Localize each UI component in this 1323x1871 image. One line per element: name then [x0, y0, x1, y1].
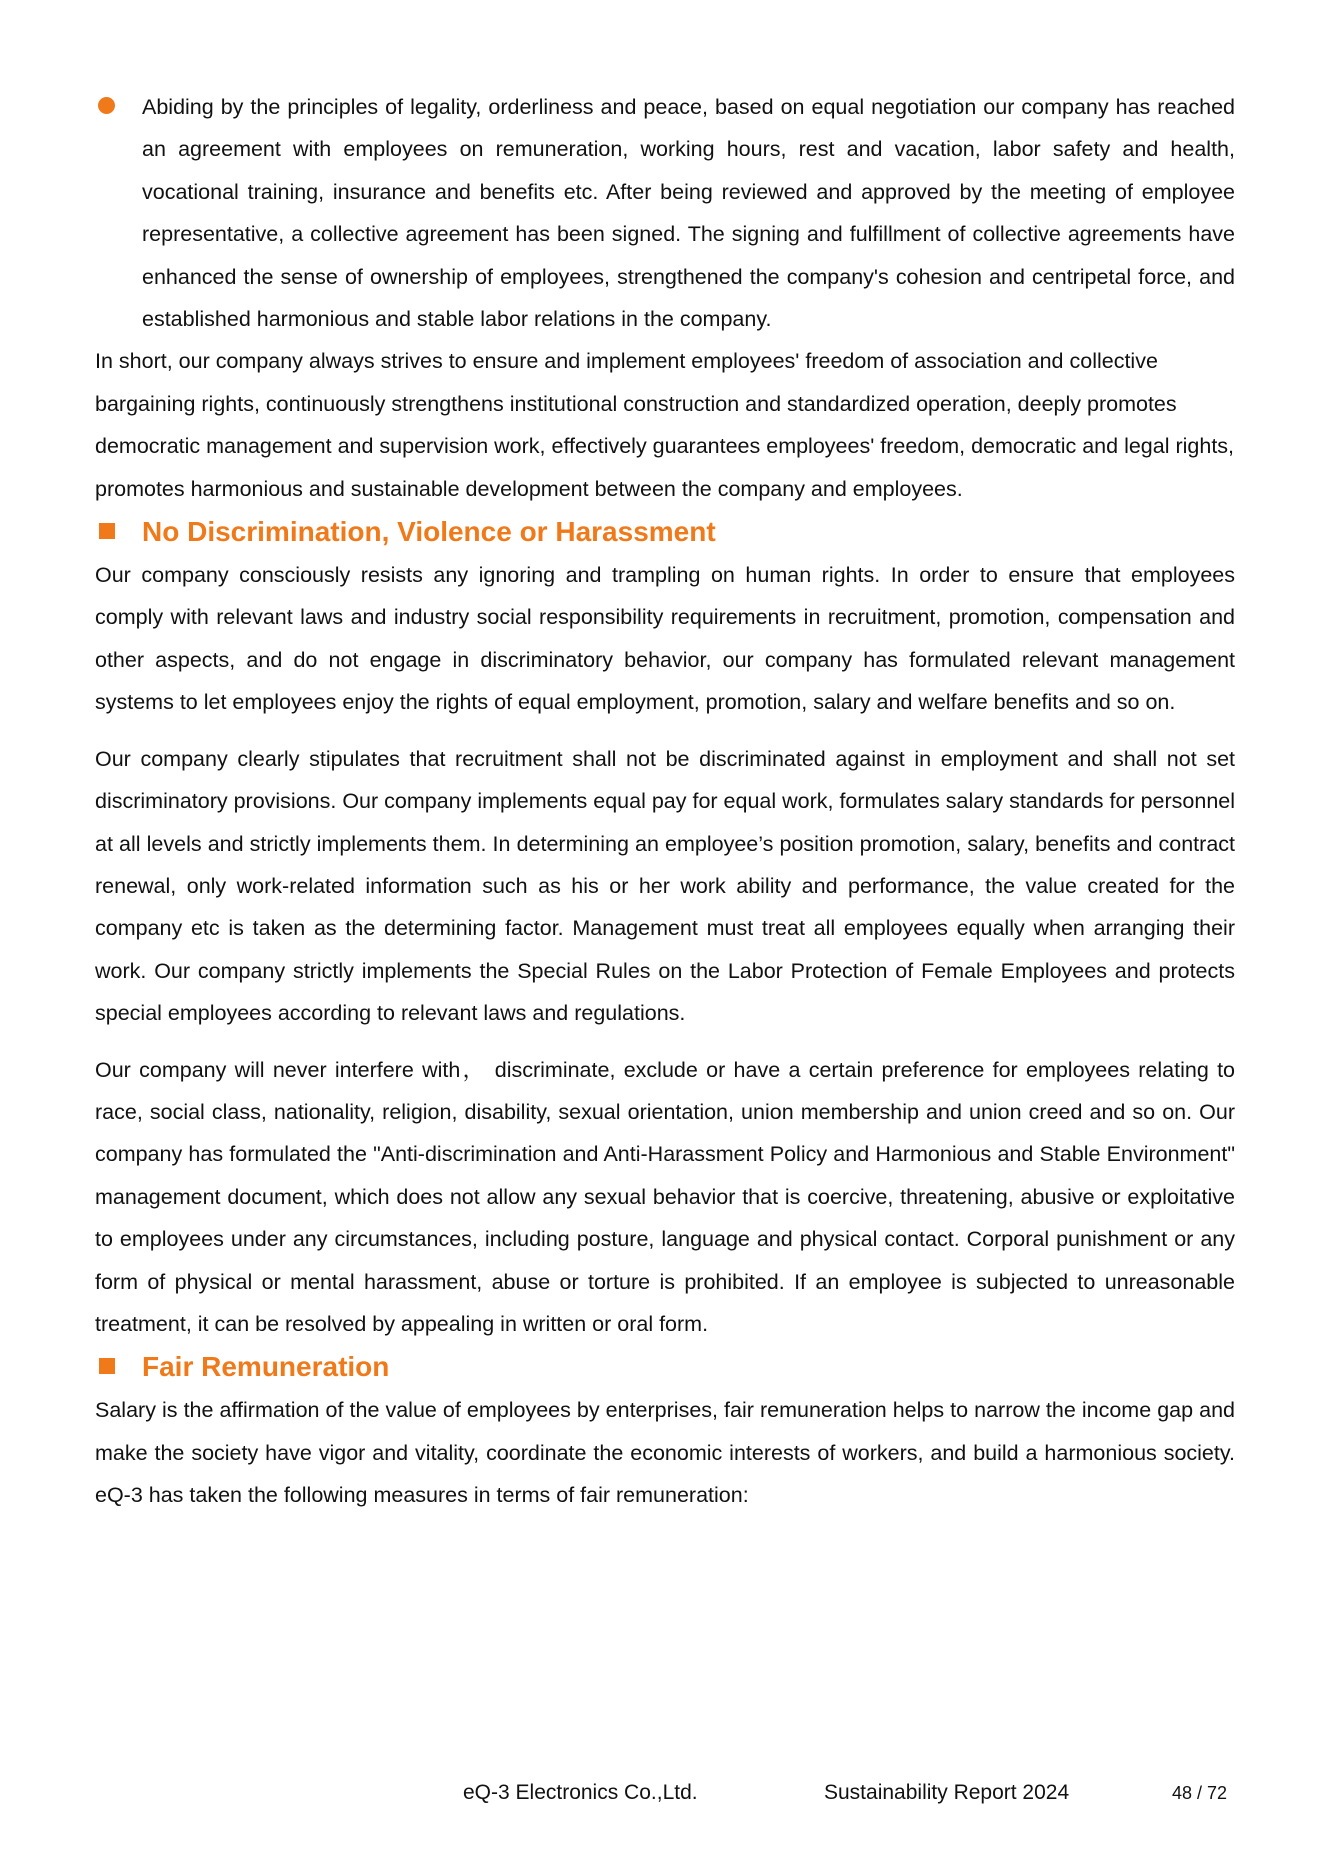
footer-page-number: 48 / 72	[1172, 1783, 1228, 1803]
section-heading-text: No Discrimination, Violence or Harassment	[142, 516, 716, 548]
body-paragraph: Our company clearly stipulates that recruitment shall not be discriminated against in employment and shall not set discriminatory provisions. Our company implements equal pay for equal work, formulates salary standards for personnel at all levels and strictly implements them. In determining an employee’s position promotion, salary, benefits and contract renewal, only work-related information such as his or her work ability and performance, the value created for the company etc is taken as the determining factor. Management must treat all employees equally when arranging their work. Our company strictly implements the Special Rules on the Labor Protection of Female Employees and protects special employees according to relevant laws and regulations.	[95, 746, 1236, 1026]
square-bullet-icon	[99, 1358, 115, 1374]
footer-report-title: Sustainability Report 2024	[824, 1781, 1070, 1804]
section-heading-discrimination	[95, 510, 1235, 554]
body-paragraph: Our company consciously resists any ignoring and trampling on human rights. In order to ensure that employees comply with relevant laws and industry social responsibility requirements in recruitment, promotion, compensation and other aspects, and do not engage in discriminatory behavior, our company has formulated relevant management systems to let employees enjoy the rights of equal employment, promotion, salary and welfare benefits and so on.	[95, 563, 1235, 715]
square-bullet-icon	[99, 523, 115, 539]
bullet-dot-icon	[98, 97, 115, 114]
bullet-paragraph: Abiding by the principles of legality, orderliness and peace, based on equal negotiation our company has reached an agreement with employees on remuneration, working hours, rest and vacation, labor safety and health, vocational training, insurance and benefits etc. After being reviewed and approved by the meeting of employee representative, a collective agreement has been signed. The signing and fulfillment of collective agreements have enhanced the sense of ownership of employees, strengthened the company's cohesion and centripetal force, and established harmonious and stable labor relations in the company.	[142, 95, 1235, 332]
footer-company: eQ-3 Electronics Co.,Ltd.	[463, 1781, 698, 1804]
bullet-item	[95, 86, 1235, 340]
body-paragraph: Our company will never interfere with， discriminate, exclude or have a certain preference for employees relating to race, social class, nationality, religion, disability, sexual orientation, union membership and union creed and so on. Our company has formulated the "Anti-discrimination and Anti-Harassment Policy and Harmonious and Stable Environment" management document, which does not allow any sexual behavior that is coercive, threatening, abusive or exploitative to employees under any circumstances, including posture, language and physical contact. Corporal punishment or any form of physical or mental harassment, abuse or torture is prohibited. If an employee is subjected to unreasonable treatment, it can be resolved by appealing in written or oral form.	[95, 1057, 1235, 1336]
section-heading-text: Fair Remuneration	[142, 1351, 390, 1383]
section-heading-remuneration	[95, 1345, 1235, 1389]
body-paragraph: Salary is the affirmation of the value of employees by enterprises, fair remuneration helps to narrow the income gap and make the society have vigor and vitality, coordinate the economic interests of workers, and build a harmonious society. eQ-3 has taken the following measures in terms of fair remuneration:	[95, 1398, 1235, 1508]
summary-paragraph: In short, our company always strives to ensure and implement employees' freedom of association and collective bargaining rights, continuously strengthens institutional construction and standardized operation, deeply promotes democratic management and supervision work, effectively guarantees employees' freedom, democratic and legal rights, promotes harmonious and sustainable development between the company and employees.	[95, 349, 1235, 501]
page-content	[95, 86, 1235, 1517]
